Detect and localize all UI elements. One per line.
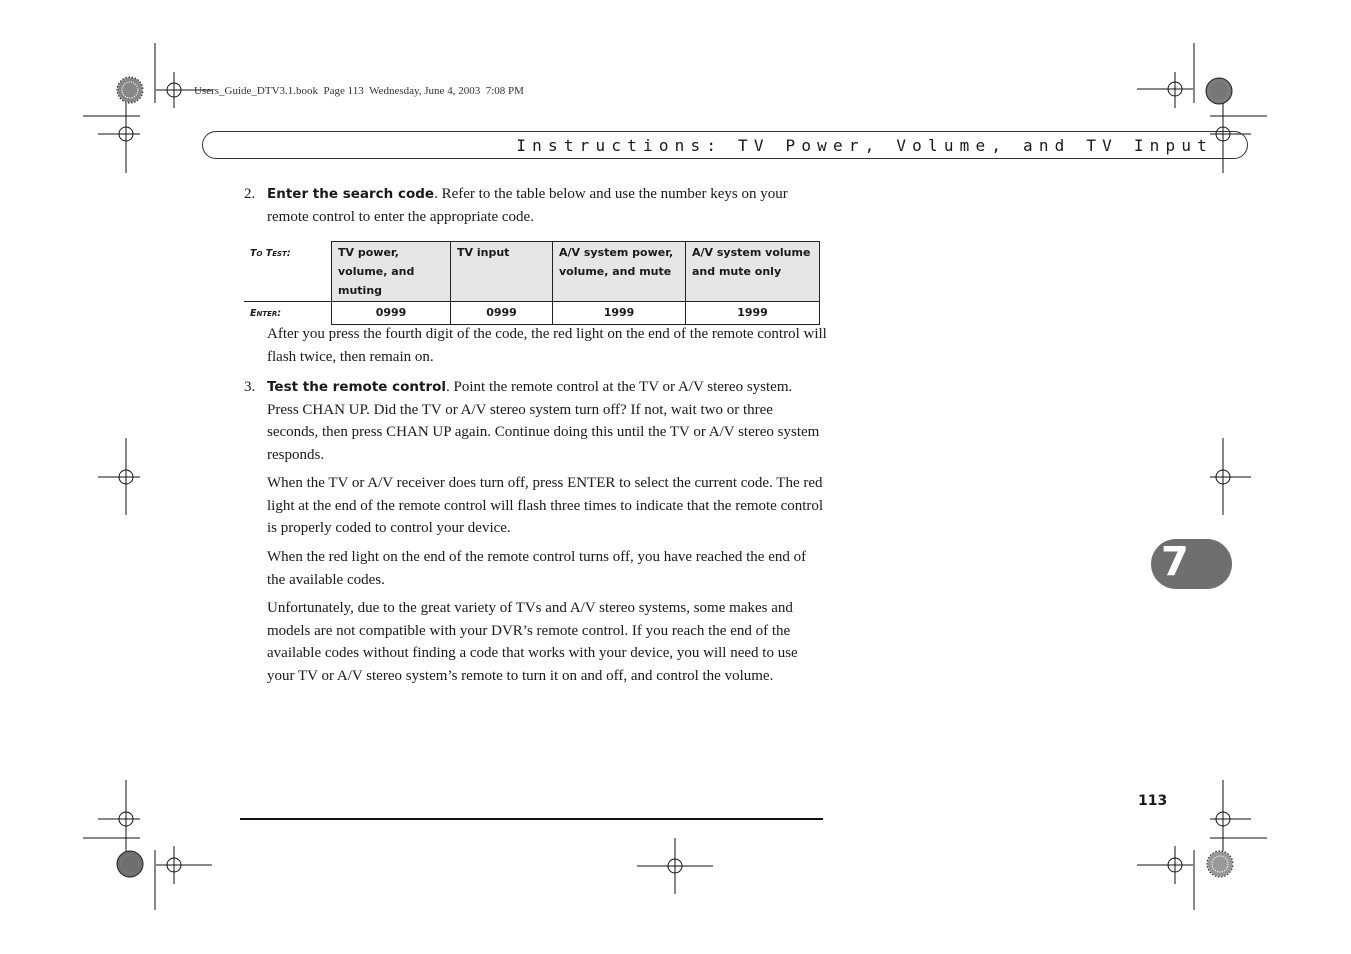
table-row	[244, 302, 820, 325]
step-title: Test the remote control	[267, 379, 447, 395]
footer-rule	[240, 818, 823, 820]
column-header: TV input	[451, 242, 553, 302]
paragraph-receiver-turns-off: When the TV or A/V receiver does turn off, press ENTER to select the current code. The red light at the end of the remote control will flash three times to indicate that the remote control is properly coded to control your device.	[267, 475, 824, 537]
chapter-number: 7	[1161, 539, 1189, 585]
step-title: Enter the search code	[267, 186, 435, 202]
step-number: 3.	[244, 379, 256, 395]
page-number: 113	[1138, 793, 1168, 809]
code-cell: 0999	[332, 302, 451, 325]
step-text: . Point the remote control at the TV or A/V stereo system. Press CHAN UP. Did the TV or A/V stereo system turn off? If not, wait two or three seconds, then press CHAN UP again. Continue doing this until the TV or A/V stereo system responds.	[267, 379, 820, 463]
step-2	[244, 183, 824, 228]
column-header: TV power, volume, and muting	[332, 242, 451, 302]
step-text: . Refer to the table below and use the number keys on your remote control to enter the appropriate code.	[267, 186, 788, 225]
code-cell: 0999	[451, 302, 553, 325]
table-row	[244, 242, 820, 302]
book-slug-line: Users_Guide_DTV3.1.book Page 113 Wednesday, June 4, 2003 7:08 PM	[194, 85, 524, 97]
column-header: A/V system power, volume, and mute	[553, 242, 686, 302]
after-table-paragraph: After you press the fourth digit of the code, the red light on the end of the remote control will flash twice, then remain on.	[267, 326, 827, 365]
code-cell: 1999	[686, 302, 820, 325]
running-header-title: Instructions: TV Power, Volume, and TV Input	[516, 136, 1213, 155]
code-cell: 1999	[553, 302, 686, 325]
column-header: A/V system volume and mute only	[686, 242, 820, 302]
row-label-enter: Enter:	[244, 302, 332, 325]
search-code-table	[244, 241, 820, 325]
paragraph-not-compatible: Unfortunately, due to the great variety of TVs and A/V stereo systems, some makes and models are not compatible with your DVR’s remote control. If you reach the end of the available codes without finding a code that works with your device, you will need to use your TV or A/V stereo system’s remote to turn it on and off, and control the volume.	[267, 600, 798, 684]
step-number: 2.	[244, 186, 256, 202]
paragraph-end-of-codes: When the red light on the end of the remote control turns off, you have reached the end of the available codes.	[267, 549, 807, 588]
row-label-to-test: To Test:	[250, 247, 291, 259]
step-3	[244, 376, 824, 466]
